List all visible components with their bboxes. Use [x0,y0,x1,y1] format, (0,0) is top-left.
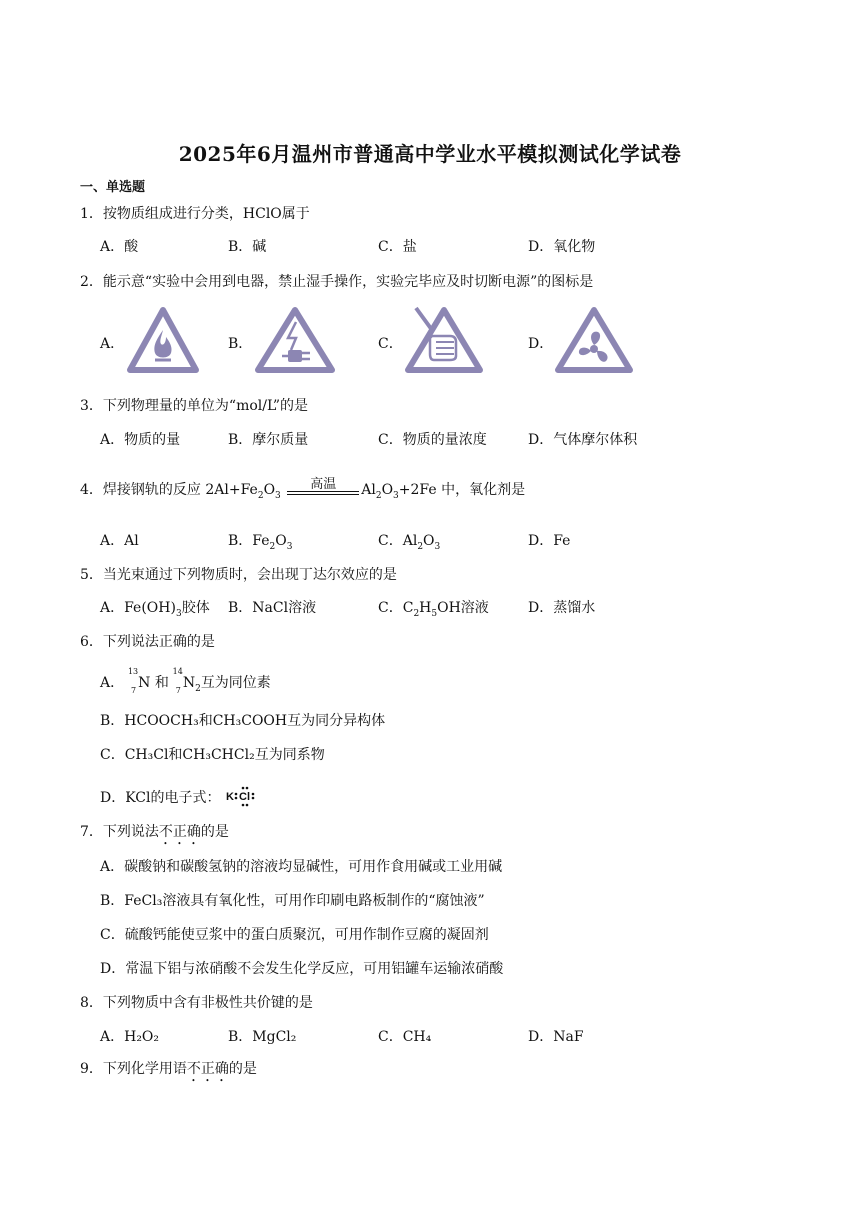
q2-option-c: C． [378,336,403,352]
q3-option-a: A．物质的量 [100,432,181,448]
q3-option-d: D．气体摩尔体积 [528,432,638,448]
q5-option-c: C．$C_2H_5OH$溶液 [378,600,489,619]
q2-stem: 2．能示意“实验中会用到电器，禁止湿手操作，实验完毕应及时切断电源”的图标是 [80,274,594,290]
q7-option-c: C．硫酸钙能使豆浆中的蛋白质聚沉，可用作制作豆腐的凝固剂 [100,927,489,943]
reaction-condition [285,477,361,497]
q3-stem: 3．下列物理量的单位为“mol/L”的是 [80,398,309,414]
q5-option-d: D．蒸馏水 [528,600,596,616]
flame-icon [124,304,202,376]
q5-stem: 5．当光束通过下列物质时，会出现丁达尔效应的是 [80,567,397,583]
isotope-n13: 13 7 [127,667,139,695]
electric-plug-icon [252,304,338,376]
q6-option-c: C．CH₃Cl和CH₃CHCl₂互为同系物 [100,747,325,763]
q7-option-d: D．常温下铝与浓硝酸不会发生化学反应，可用铝罐车运输浓硝酸 [100,961,504,977]
emphasis-not-correct: 不正确 [186,1061,229,1077]
fan-icon [552,304,636,376]
q5-option-a: A．$Fe(OH)_3$胶体 [100,600,210,619]
q6-option-d: D．KCl的电子式： K Cl [100,785,265,807]
q1-option-d: D．氧化物 [528,239,596,255]
svg-text:Cl: Cl [238,791,250,803]
q6-option-a: A． 13 7 N 和 14 7 $N_2$互为同位素 [100,667,271,695]
q1-stem: 1．按物质组成进行分类，HClO属于 [80,206,310,222]
svg-text:K: K [225,791,234,803]
q5-option-b: B．NaCl溶液 [228,600,317,616]
q4-option-b: B．$Fe_2O_3$ [228,533,293,552]
q2-option-d: D． [528,336,554,352]
q4-option-a: A．Al [100,533,139,549]
kcl-electron-formula-icon [225,785,265,807]
hand-wash-icon [402,304,486,376]
q3-option-c: C．物质的量浓度 [378,432,487,448]
q6-stem: 6．下列说法正确的是 [80,634,215,650]
q4-option-d: D．Fe [528,533,571,549]
reaction-condition-label: 高温 [310,477,337,492]
isotope-n14: 14 7 [172,667,183,695]
section-heading: 一、单选题 [80,180,146,195]
q8-option-c: C．CH₄ [378,1029,432,1045]
q8-option-d: D．NaF [528,1029,584,1045]
q1-option-c: C．盐 [378,239,417,255]
q7-stem: 7．下列说法不正确的是 [80,824,229,840]
q4-stem: 4．焊接钢轨的反应 $2Al+Fe_2O_3$ 高温 $Al_2O_3+2Fe$ 中，氧化剂是 [80,479,525,501]
q6-option-b: B．HCOOCH₃和CH₃COOH互为同分异构体 [100,713,386,729]
page-title: 2025年6月温州市普通高中学业水平模拟测试化学试卷 [178,142,682,166]
q7-option-a: A．碳酸钠和碳酸氢钠的溶液均显碱性，可用作食用碱或工业用碱 [100,859,503,875]
q9-stem: 9．下列化学用语不正确的是 [80,1061,257,1077]
emphasis-not-correct: 不正确 [158,824,201,840]
q1-option-a: A．酸 [100,239,139,255]
q4-option-c: C．$Al_2O_3$ [378,533,441,552]
q8-option-b: B．MgCl₂ [228,1029,297,1045]
q2-option-a: A． [100,336,125,352]
q3-option-b: B．摩尔质量 [228,432,309,448]
q4-stem-post: 中，氧化剂是 [441,482,526,498]
q8-option-a: A．H₂O₂ [100,1029,160,1045]
q1-option-b: B．碱 [228,239,267,255]
q4-stem-pre: 4．焊接钢轨的反应 2Al+Fe [80,482,258,498]
q8-stem: 8．下列物质中含有非极性共价键的是 [80,995,313,1011]
q7-option-b: B．FeCl₃溶液具有氧化性，可用作印刷电路板制作的“腐蚀液” [100,893,485,909]
q2-option-b: B． [228,336,253,352]
